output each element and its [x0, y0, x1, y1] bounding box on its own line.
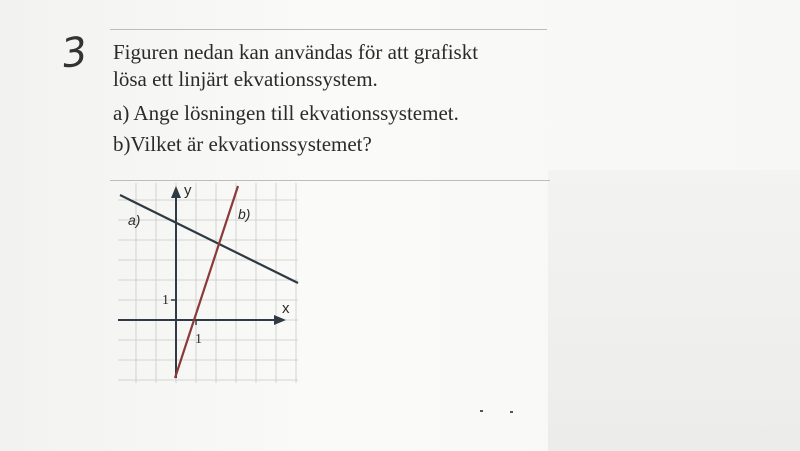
speck: [480, 410, 483, 412]
question-part-a: a) Ange lösningen till ekvationssystemet.: [113, 101, 459, 125]
question-part-b: b)Vilket är ekvationssystemet?: [113, 132, 372, 156]
graph-axes: [118, 186, 286, 378]
line-a-label: a): [128, 212, 141, 228]
top-rule: [110, 29, 547, 30]
y-tick-label: 1: [162, 293, 169, 308]
x-axis-label: x: [282, 300, 290, 317]
y-axis-label: y: [184, 183, 192, 199]
y-axis-arrow: [171, 186, 181, 198]
question-number: 3: [58, 28, 91, 78]
coordinate-graph: [118, 183, 303, 383]
line-a: [120, 195, 298, 283]
graph-grid: [118, 183, 298, 383]
page-shadow: [548, 170, 800, 451]
question-text-line-1: Figuren nedan kan användas för att grafiskt: [113, 40, 479, 64]
line-b: [175, 186, 238, 378]
line-b-label: b): [238, 206, 251, 222]
question-text-line-2: lösa ett linjärt ekvationssystem.: [113, 67, 378, 91]
section-rule: [110, 180, 550, 181]
speck: [510, 411, 513, 413]
x-tick-label: 1: [195, 332, 202, 347]
